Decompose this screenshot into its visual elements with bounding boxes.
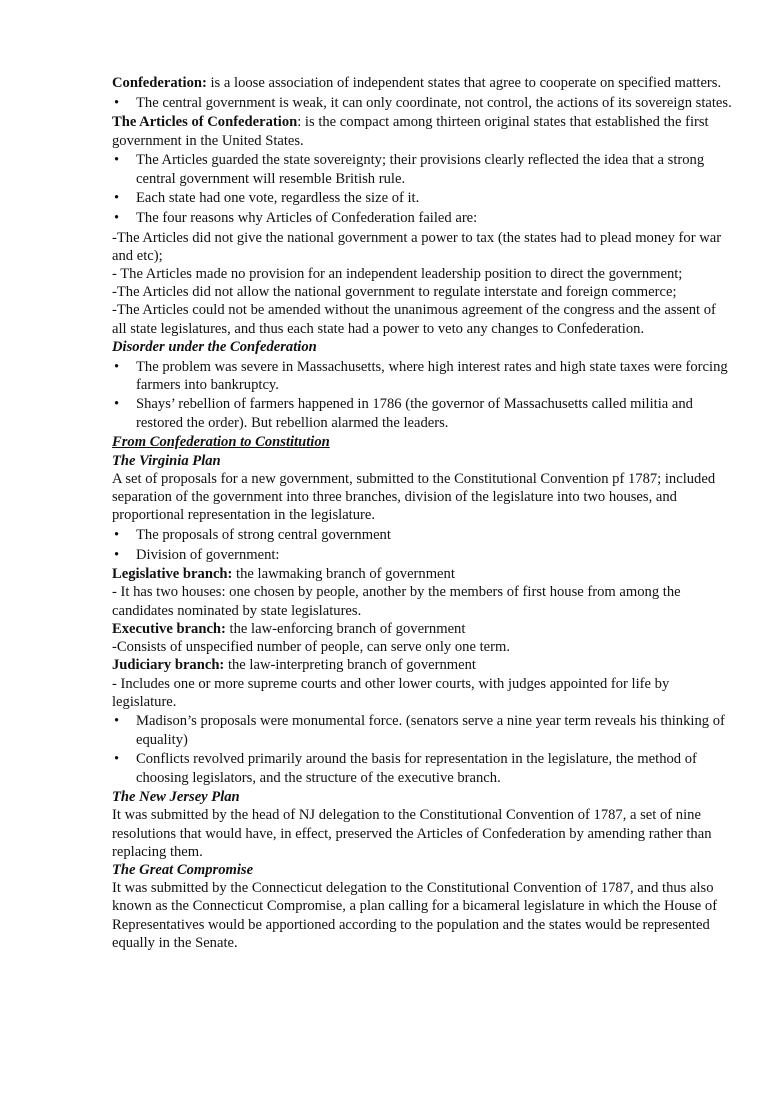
- list-item: • The central government is weak, it can only coordinate, not control, the actions of its sovereign states.: [112, 94, 732, 112]
- virginia-more-bullets: [112, 712, 732, 786]
- disorder-heading: Disorder under the Confederation: [112, 338, 317, 355]
- virginia-description: A set of proposals for a new government, submitted to the Constitutional Convention pf 1787; included separation of the government into three branches, division of the legislature into two houses, and proportional representation in the legislature.: [112, 470, 716, 524]
- list-item: • Madison’s proposals were monumental force. (senators serve a nine year term reveals his thinking of equality): [112, 712, 732, 748]
- section-heading: From Confederation to Constitution: [112, 434, 330, 451]
- disorder-bullets: [112, 358, 732, 432]
- articles-reason: - The Articles made no provision for an independent leadership position to direct the government;: [112, 266, 683, 283]
- articles-term: The Articles of Confederation: [112, 114, 298, 131]
- judiciary-term: Judiciary branch:: [112, 657, 225, 674]
- articles-reason: -The Articles could not be amended without the unanimous agreement of the congress and the assent of all state legislatures, and thus each state had a power to veto any changes to Confederation.: [112, 302, 716, 337]
- list-item: • The problem was severe in Massachusetts, where high interest rates and high state taxes were forcing farmers into bankruptcy.: [112, 358, 732, 394]
- executive-detail: -Consists of unspecified number of people, can serve only one term.: [112, 639, 510, 656]
- list-item: • The Articles guarded the state sovereignty; their provisions clearly reflected the idea that a strong central government will resemble British rule.: [112, 151, 732, 187]
- legislative-branch: Legislative branch: the lawmaking branch of government: [112, 566, 455, 583]
- confederation-bullets: [112, 94, 732, 112]
- list-item: • Shays’ rebellion of farmers happened in 1786 (the governor of Massachusetts called militia and restored the order). But rebellion alarmed the leaders.: [112, 395, 732, 431]
- legislative-detail: - It has two houses: one chosen by people, another by the members of first house from among the candidates nominated by state legislatures.: [112, 584, 681, 619]
- articles-reason: -The Articles did not allow the national government to regulate interstate and foreign commerce;: [112, 284, 677, 301]
- confederation-term: Confederation:: [112, 75, 207, 91]
- executive-branch: Executive branch: the law-enforcing branch of government: [112, 620, 466, 637]
- executive-term: Executive branch:: [112, 620, 226, 637]
- list-item: • Conflicts revolved primarily around the basis for representation in the legislature, the method of choosing legislators, and the structure of the executive branch.: [112, 750, 732, 786]
- great-compromise-heading: The Great Compromise: [112, 862, 254, 879]
- document-page: [112, 74, 732, 952]
- judiciary-branch: Judiciary branch: the law-interpreting branch of government: [112, 657, 476, 674]
- legislative-term: Legislative branch:: [112, 566, 233, 583]
- list-item: • Each state had one vote, regardless the size of it.: [112, 189, 732, 207]
- virginia-bullets: [112, 526, 732, 564]
- new-jersey-heading: The New Jersey Plan: [112, 789, 240, 806]
- articles-bullets: [112, 151, 732, 227]
- judiciary-detail: - Includes one or more supreme courts and other lower courts, with judges appointed for life by legislature.: [112, 675, 670, 710]
- confederation-definition: Confederation: is a loose association of independent states that agree to cooperate on specified matters.: [112, 75, 722, 91]
- new-jersey-description: It was submitted by the head of NJ delegation to the Constitutional Convention of 1787, a set of nine resolutions that would have, in effect, preserved the Articles of Confederation by amending rather than replacing them.: [112, 807, 712, 860]
- great-compromise-description: It was submitted by the Connecticut delegation to the Constitutional Convention of 1787, and thus also known as the Connecticut Compromise, a plan calling for a bicameral legislature in which the House of Representatives would be apportioned according to the population and the states would be represented equally in the Senate.: [112, 880, 718, 951]
- list-item: • Division of government:: [112, 546, 732, 564]
- articles-reason: -The Articles did not give the national government a power to tax (the states had to plead money for war and etc);: [112, 229, 722, 264]
- list-item: • The four reasons why Articles of Confederation failed are:: [112, 209, 732, 227]
- articles-definition: The Articles of Confederation: is the compact among thirteen original states that established the first government in the United States.: [112, 114, 709, 149]
- virginia-heading: The Virginia Plan: [112, 452, 221, 469]
- list-item: • The proposals of strong central government: [112, 526, 732, 544]
